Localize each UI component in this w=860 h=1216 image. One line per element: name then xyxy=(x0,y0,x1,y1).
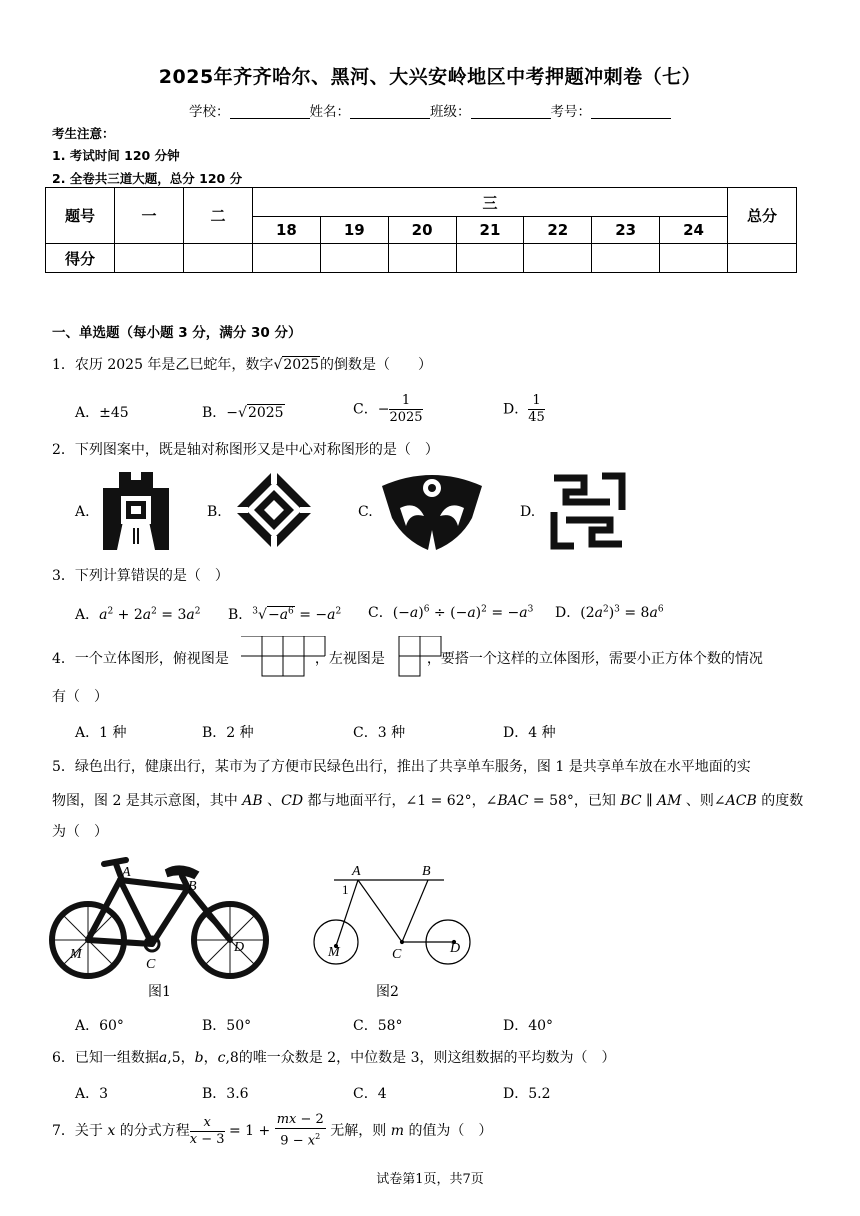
q2-pattern-d-image xyxy=(550,472,626,550)
fig2-label-c: C xyxy=(392,947,402,962)
q2-pattern-a-image xyxy=(97,470,175,552)
q1-stem-b: 的倒数是（ ） xyxy=(320,357,432,373)
fig1-label-c: C xyxy=(146,957,156,972)
q1-c-numerator: 1 xyxy=(389,393,422,410)
q5-option-b[interactable]: B．50° xyxy=(202,1018,252,1034)
question-2-stem: 2．下列图案中，既是轴对称图形又是中心对称图形的是（ ） xyxy=(52,442,439,458)
score-table-sub-20: 20 xyxy=(388,217,456,244)
q6-option-b[interactable]: B．3.6 xyxy=(202,1086,249,1102)
page-title: 2025年齐齐哈尔、黑河、大兴安岭地区中考押题冲刺卷（七） xyxy=(158,66,702,88)
score-cell[interactable] xyxy=(456,244,524,273)
q3-option-c[interactable]: C．$(-a)^6 \div (-a)^2 = -a^3$ xyxy=(368,604,534,621)
school-field[interactable] xyxy=(230,104,310,119)
fig1-caption: 图1 xyxy=(148,984,171,1000)
score-table-sub-21: 21 xyxy=(456,217,524,244)
q4-option-b[interactable]: B．2 种 xyxy=(202,725,254,741)
q6-stem-a: 6．已知一组数据 xyxy=(52,1050,159,1066)
question-3-stem: 3．下列计算错误的是（ ） xyxy=(52,568,229,584)
score-cell[interactable] xyxy=(320,244,388,273)
q3-option-d[interactable]: D．$(2a^2)^3 = 8a^6$ xyxy=(555,604,664,621)
exam-no-label: 考号： xyxy=(550,104,591,120)
q3-option-a[interactable]: A．$a^2 + 2a^2 = 3a^2$ xyxy=(75,606,201,623)
question-5-line-2: 物图，图 2 是其示意图，其中 AB 、CD 都与地面平行，∠1 = 62°，∠BAC = 58°，已知 BC ∥ AM 、则∠ACB 的度数 xyxy=(52,793,804,809)
section-heading-1: 一、单选题（每小题 3 分，满分 30 分） xyxy=(52,325,302,341)
q5-bicycle-figure xyxy=(48,850,270,986)
q1-c-prefix: C． xyxy=(353,401,378,418)
class-field[interactable] xyxy=(471,104,551,119)
q1-b-radicand: 2025 xyxy=(247,405,284,421)
q1-b-sign: − xyxy=(226,405,239,421)
score-cell[interactable] xyxy=(592,244,660,273)
q3-c-prefix: C． xyxy=(368,605,393,621)
q7-fraction-left: $\frac{x}{x - 3}$ xyxy=(189,1114,225,1147)
score-table-total: 总分 xyxy=(728,188,797,244)
exam-no-field[interactable] xyxy=(591,104,671,119)
score-table-sub-22: 22 xyxy=(524,217,592,244)
score-table-col-1: 一 xyxy=(115,188,184,244)
q5-option-a[interactable]: A．60° xyxy=(75,1018,124,1034)
score-cell[interactable] xyxy=(253,244,321,273)
score-table-col-3: 三 xyxy=(253,188,728,217)
q1-stem-a: 1．农历 2025 年是乙巳蛇年，数字 xyxy=(52,357,274,373)
q6-stem-b: 的唯一众数是 2，中位数是 3，则这组数据的平均数为（ ） xyxy=(238,1050,616,1066)
q4-option-a[interactable]: A．1 种 xyxy=(75,725,127,741)
q1-option-a[interactable]: A．±45 xyxy=(75,405,129,421)
class-label: 班级： xyxy=(430,104,471,120)
q1-d-denominator: 45 xyxy=(528,410,545,425)
q7-stem-d: 的值为（ ） xyxy=(408,1123,493,1139)
question-5-line-1: 5．绿色出行，健康出行，某市为了方便市民绿色出行，推出了共享单车服务，图 1 是共享单车放在水平地面的实 xyxy=(52,759,751,775)
page-footer: 试卷第1页，共7页 xyxy=(376,1172,484,1187)
q7-stem-a: 7．关于 xyxy=(52,1123,103,1139)
score-cell[interactable] xyxy=(388,244,456,273)
q2-option-a-label[interactable]: A. xyxy=(75,504,90,520)
q3-b-prefix: B． xyxy=(228,607,253,623)
q2-option-d-label[interactable]: D. xyxy=(520,504,536,520)
q3-a-prefix: A． xyxy=(75,607,100,623)
score-table xyxy=(45,187,797,273)
q2-pattern-b-image xyxy=(232,468,316,552)
notice-item-1: 1. 考试时间 120 分钟 xyxy=(52,148,180,163)
q1-d-numerator: 1 xyxy=(528,393,545,410)
q1-option-b[interactable] xyxy=(202,402,285,422)
q3-d-prefix: D． xyxy=(555,605,581,621)
q6-option-a[interactable]: A．3 xyxy=(75,1086,109,1102)
q1-option-d[interactable] xyxy=(503,393,545,426)
q6-option-d[interactable]: D．5.2 xyxy=(503,1086,551,1102)
q1-d-fraction xyxy=(528,393,545,426)
q1-d-prefix: D． xyxy=(503,401,529,418)
q1-c-fraction xyxy=(389,393,422,426)
fig1-label-b: B xyxy=(188,879,197,894)
q4-stem-b: ，左视图是 xyxy=(314,651,385,667)
q7-fraction-right: $\frac{mx - 2}{9 - x^2}$ xyxy=(276,1112,324,1149)
q2-pattern-c-image xyxy=(380,470,484,552)
fig2-label-b: B xyxy=(422,864,431,879)
school-label: 学校： xyxy=(189,104,230,120)
q6-option-c[interactable]: C．4 xyxy=(353,1086,387,1102)
q1-option-c[interactable] xyxy=(353,393,423,426)
fig1-label-a: A xyxy=(122,865,131,880)
fig1-label-m: M xyxy=(70,947,82,962)
score-cell[interactable] xyxy=(660,244,728,273)
q1-radicand: 2025 xyxy=(283,357,319,373)
score-cell[interactable] xyxy=(115,244,184,273)
fig1-label-d: D xyxy=(234,940,245,955)
score-cell[interactable] xyxy=(184,244,253,273)
sqrt-symbol: √ xyxy=(238,405,247,421)
score-table-sub-24: 24 xyxy=(660,217,728,244)
fig2-label-m: M xyxy=(328,945,340,960)
question-6-stem: 6．已知一组数据a,5，b，c,8的唯一众数是 2，中位数是 3，则这组数据的平均数为（ ） xyxy=(52,1050,616,1066)
q7-stem-c: 无解，则 xyxy=(330,1123,387,1139)
score-table-sub-19: 19 xyxy=(320,217,388,244)
fig2-label-a: A xyxy=(352,864,361,879)
q4-stem-a: 4．一个立体图形，俯视图是 xyxy=(52,651,229,667)
q1-c-sign: − xyxy=(377,401,390,418)
fig2-angle-1-label: 1 xyxy=(342,882,349,897)
score-table-col-2: 二 xyxy=(184,188,253,244)
q5-option-d[interactable]: D．40° xyxy=(503,1018,554,1034)
sqrt-symbol: √ xyxy=(273,357,283,373)
q7-stem-b: 的分式方程 xyxy=(119,1123,190,1139)
q1-b-prefix: B． xyxy=(202,405,227,421)
q2-option-c-label[interactable]: C. xyxy=(358,504,373,520)
name-label: 姓名： xyxy=(309,104,350,120)
q4-top-view-image xyxy=(240,636,326,678)
q2-option-b-label[interactable]: B. xyxy=(207,504,222,520)
score-table-header-label: 题号 xyxy=(46,188,115,244)
score-table-sub-18: 18 xyxy=(253,217,321,244)
question-7-stem: 7．关于 x 的分式方程 $\frac{x}{x - 3}$ = 1 + $\frac{mx - 2}{9 - x^2}$ 无解，则 m 的值为（ ） xyxy=(52,1112,493,1149)
q5-option-c[interactable]: C．58° xyxy=(353,1018,403,1034)
score-cell[interactable] xyxy=(728,244,797,273)
score-table-sub-23: 23 xyxy=(592,217,660,244)
fig2-caption: 图2 xyxy=(376,984,399,1000)
question-1-stem xyxy=(52,355,432,375)
question-4-stem-cont: 有（ ） xyxy=(52,689,108,705)
q4-left-view-image xyxy=(398,636,442,678)
question-5-line-3: 为（ ） xyxy=(52,824,108,840)
q4-option-c[interactable]: C．3 种 xyxy=(353,725,406,741)
notice-item-2: 2. 全卷共三道大题，总分 120 分 xyxy=(52,171,243,186)
q1-c-denominator: 2025 xyxy=(389,410,423,425)
q4-option-d[interactable]: D．4 种 xyxy=(503,725,556,741)
score-table-row-label: 得分 xyxy=(46,244,115,273)
notice-heading: 考生注意： xyxy=(52,126,115,141)
q3-option-b[interactable]: B．$^3√-a^6 = -a^2$ xyxy=(228,606,342,623)
score-cell[interactable] xyxy=(524,244,592,273)
q5-schematic-figure xyxy=(304,858,480,970)
name-field[interactable] xyxy=(350,104,430,119)
student-info-line xyxy=(0,100,860,120)
fig2-label-d: D xyxy=(450,941,461,956)
q4-stem-c: ，要搭一个这样的立体图形，需要小正方体个数的情况 xyxy=(426,651,763,667)
